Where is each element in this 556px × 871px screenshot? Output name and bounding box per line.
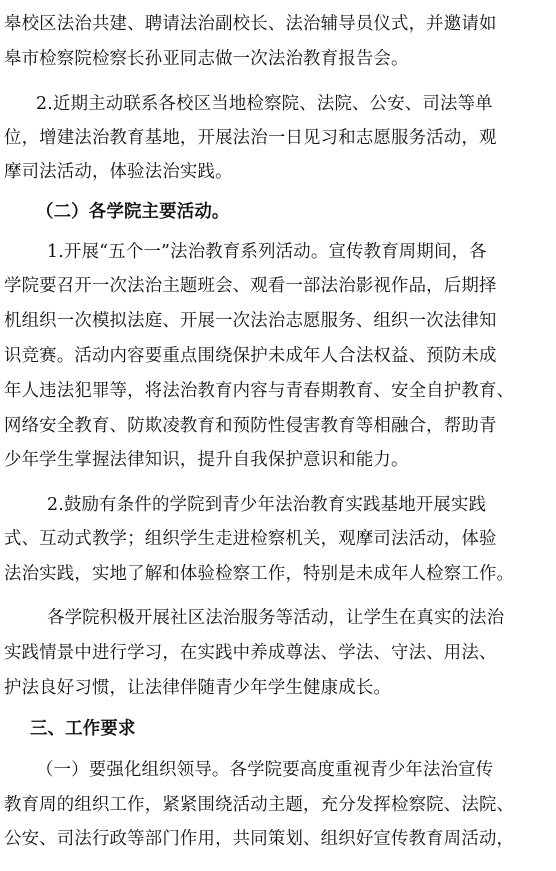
text-line: 皋校区法治共建、聘请法治副校长、法治辅导员仪式，并邀请如 — [4, 14, 497, 34]
text-line: 位，增建法治教育基地，开展法治一日见习和志愿服务活动，观 — [4, 128, 497, 148]
text-line: 识竞赛。活动内容要重点围绕保护未成年人合法权益、预防未成 — [4, 346, 497, 366]
text-line: 各学院积极开展社区法治服务等活动，让学生在真实的法治 — [47, 608, 505, 628]
text-line: 皋市检察院检察长孙亚同志做一次法治教育报告会。 — [4, 49, 409, 69]
text-line: 护法良好习惯，让法律伴随青少年学生健康成长。 — [4, 678, 391, 698]
text-line: 2.近期主动联系各校区当地检察院、法院、公安、司法等单 — [36, 94, 493, 114]
text-line: 网络安全教育、防欺凌教育和预防性侵害教育等相融合，帮助青 — [4, 416, 497, 436]
text-line: 2.鼓励有条件的学院到青少年法治教育实践基地开展实践 — [47, 495, 487, 515]
text-line: 学院要召开一次法治主题班会、观看一部法治影视作品，后期择 — [4, 276, 497, 296]
text-line: 公安、司法行政等部门作用，共同策划、组织好宣传教育周活动， — [4, 829, 515, 849]
text-line: 实践情景中进行学习，在实践中养成尊法、学法、守法、用法、 — [4, 643, 497, 663]
text-line: 机组织一次模拟法庭、开展一次法治志愿服务、组织一次法律知 — [4, 311, 497, 331]
text-line: 法治实践，实地了解和体验检察工作，特别是未成年人检察工作。 — [4, 564, 515, 584]
section-heading: （二）各学院主要活动。 — [36, 202, 230, 222]
text-line: 式、互动式教学；组织学生走进检察机关，观摩司法活动，体验 — [4, 529, 497, 549]
text-line: 年人违法犯罪等，将法治教育内容与青春期教育、安全自护教育、 — [4, 381, 515, 401]
text-line: 摩司法活动，体验法治实践。 — [4, 162, 233, 182]
section-heading: 三、工作要求 — [30, 719, 136, 739]
text-line: 1.开展“五个一”法治教育系列活动。宣传教育周期间，各 — [47, 242, 487, 262]
text-line: 教育周的组织工作，紧紧围绕活动主题，充分发挥检察院、法院、 — [4, 795, 515, 815]
text-line: 少年学生掌握法律知识，提升自我保护意识和能力。 — [4, 450, 409, 470]
text-line: （一）要强化组织领导。各学院要高度重视青少年法治宣传 — [36, 760, 494, 780]
